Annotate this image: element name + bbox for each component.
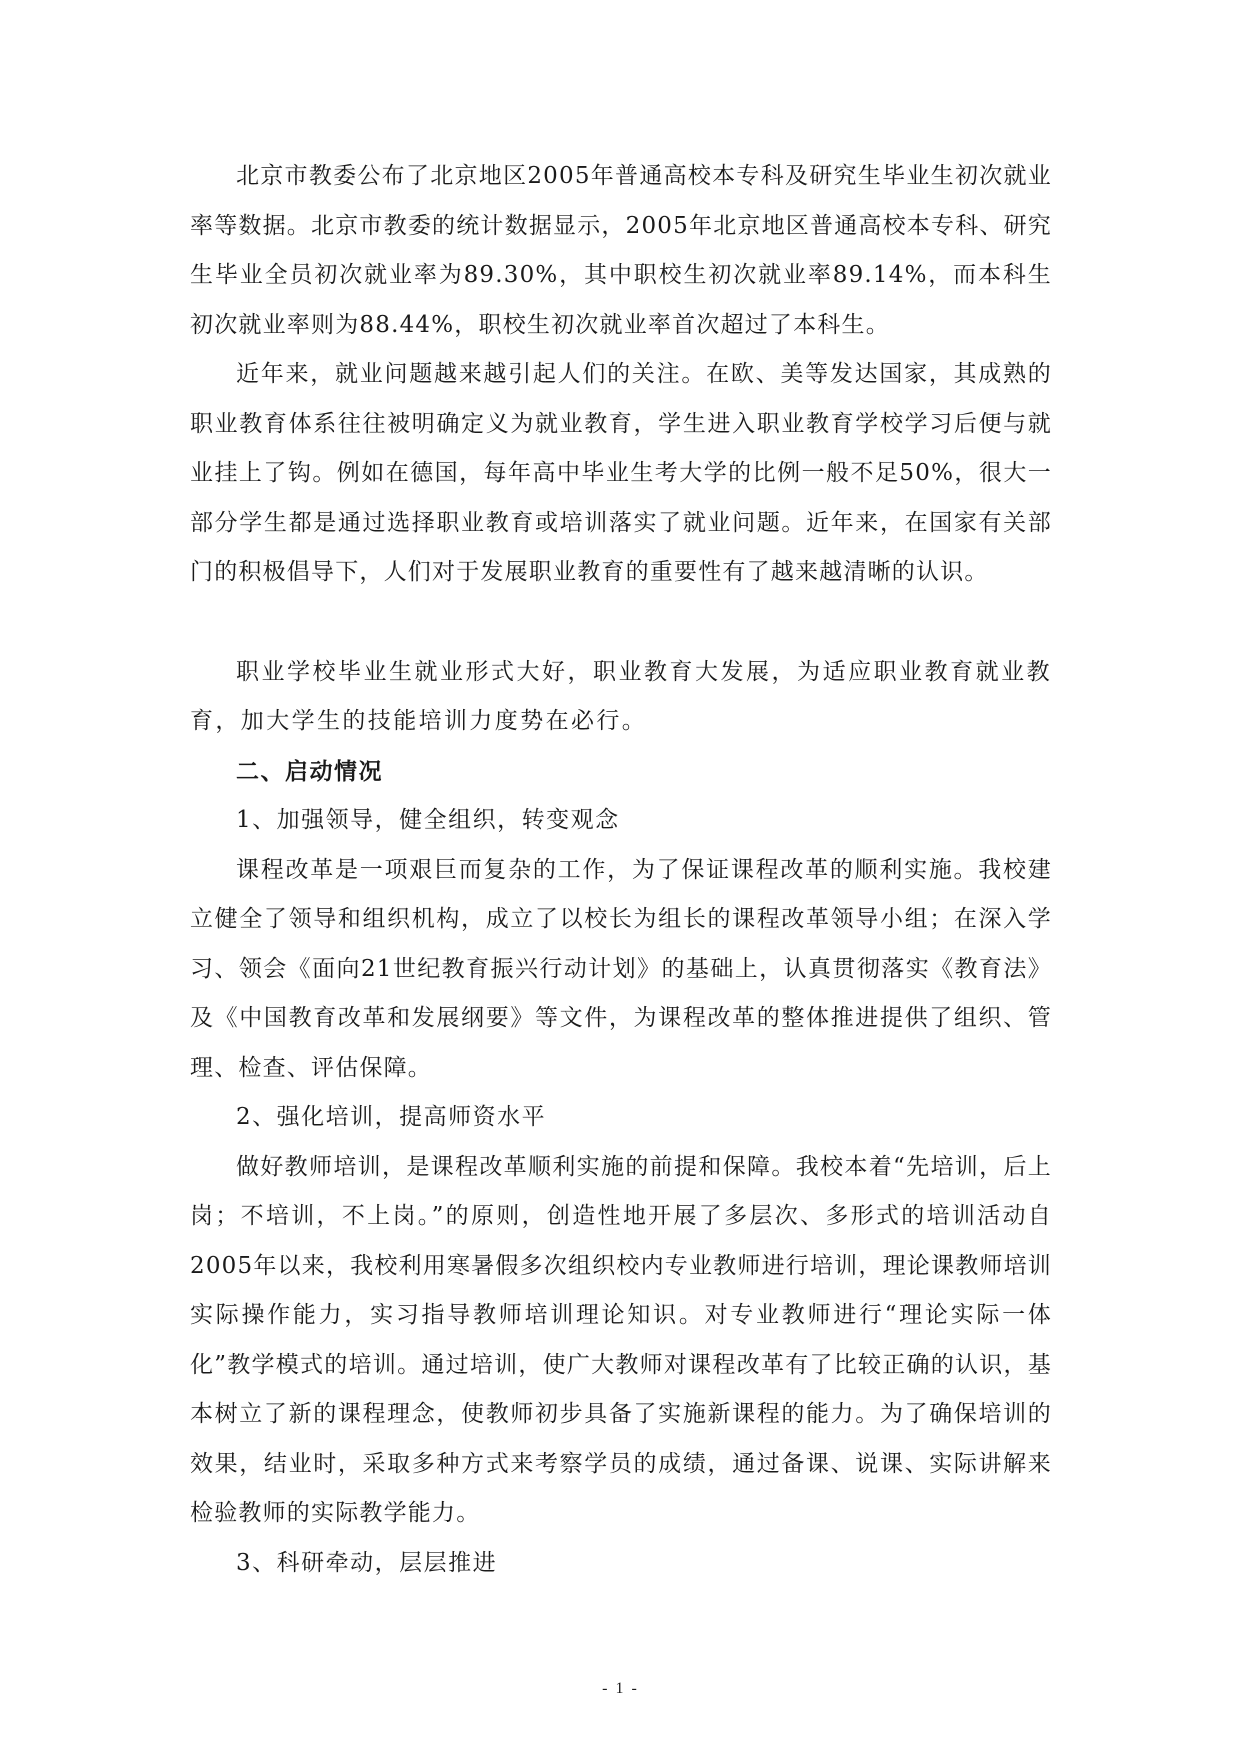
document-body — [190, 152, 1052, 1588]
paragraph-leadership: 课程改革是一项艰巨而复杂的工作，为了保证课程改革的顺利实施。我校建立健全了领导和组织机构，成立了以校长为组长的课程改革领导小组；在深入学习、领会《面向21世纪教育振兴行动计划》的基础上，认真贯彻落实《教育法》及《中国教育改革和发展纲要》等文件，为课程改革的整体推进提供了组织、管理、检查、评估保障。 — [190, 856, 1052, 1081]
paragraph-training: 做好教师培训，是课程改革顺利实施的前提和保障。我校本着“先培训，后上岗；不培训，不上岗。”的原则，创造性地开展了多层次、多形式的培训活动自2005年以来，我校利用寒暑假多次组织校内专业教师进行培训，理论课教师培训实际操作能力，实习指导教师培训理论知识。对专业教师进行“理论实际一体化”教学模式的培训。通过培训，使广大教师对课程改革有了比较正确的认识，基本树立了新的课程理念，使教师初步具备了实施新课程的能力。为了确保培训的效果，结业时，采取多种方式来考察学员的成绩，通过备课、说课、实际讲解来检验教师的实际教学能力。 — [190, 1153, 1052, 1526]
subheading-training: 2、强化培训，提高师资水平 — [236, 1104, 547, 1130]
paragraph-skills-training: 职业学校毕业生就业形式大好，职业教育大发展，为适应职业教育就业教育，加大学生的技能培训力度势在必行。 — [190, 658, 1052, 734]
paragraph-employment-data: 北京市教委公布了北京地区2005年普通高校本专科及研究生毕业生初次就业率等数据。北京市教委的统计数据显示，2005年北京地区普通高校本专科、研究生毕业全员初次就业率为89.30%，其中职校生初次就业率89.14%，而本科生初次就业率则为88.44%，职校生初次就业率首次超过了本科生。 — [190, 163, 1052, 338]
paragraph-employment-attention: 近年来，就业问题越来越引起人们的关注。在欧、美等发达国家，其成熟的职业教育体系往往被明确定义为就业教育，学生进入职业教育学校学习后便与就业挂上了钩。例如在德国，每年高中毕业生考大学的比例一般不足50%，很大一部分学生都是通过选择职业教育或培训落实了就业问题。近年来，在国家有关部门的积极倡导下，人们对于发展职业教育的重要性有了越来越清晰的认识。 — [190, 361, 1052, 585]
subheading-research: 3、科研牵动，层层推进 — [236, 1549, 498, 1576]
page-number: - 1 - — [602, 1680, 639, 1697]
subheading-leadership: 1、加强领导，健全组织，转变观念 — [236, 807, 620, 833]
paragraph-spacer — [190, 598, 1052, 648]
section-heading-startup: 二、启动情况 — [236, 757, 383, 785]
